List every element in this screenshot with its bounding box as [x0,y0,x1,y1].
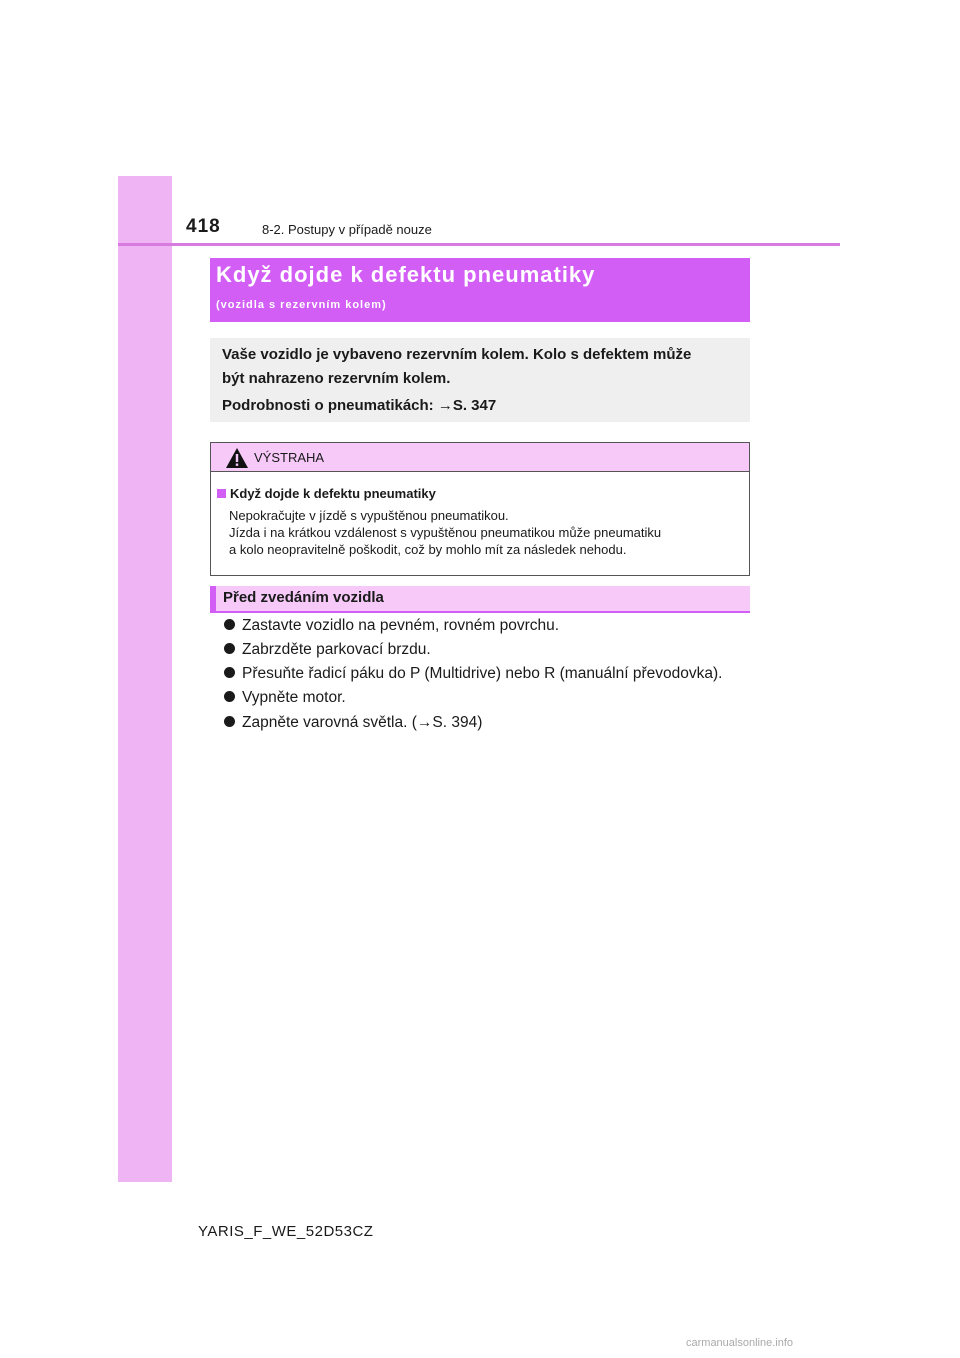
side-color-band [118,176,172,1182]
warning-header [211,443,749,472]
watermark[interactable]: carmanualsonline.info [686,1337,794,1349]
list-item: Zabrzděte parkovací brzdu. [224,641,431,663]
page-subtitle: (vozidla s rezervním kolem) [216,299,387,311]
header-divider [118,243,840,246]
warning-item-title: Když dojde k defektu pneumatiky [217,486,436,501]
page-title-box [210,258,750,322]
square-bullet-icon [217,489,226,498]
list-item: Zapněte varovná světla. (→S. 394) [224,714,482,736]
warning-text-line: a kolo neopravitelně poškodit, což by mohlo mít za následek nehodu. [229,542,627,557]
warning-triangle-icon [225,447,249,469]
list-item: Zastavte vozidlo na pevném, rovném povrchu. [224,617,559,639]
section-heading-text: Před zvedáním vozidla [223,589,384,606]
section-heading [210,586,750,613]
bullet-dot-icon [224,667,235,678]
page-title: Když dojde k defektu pneumatiky [216,262,596,287]
bullet-dot-icon [224,619,235,630]
section-label: 8-2. Postupy v případě nouze [262,222,432,237]
intro-box [210,338,750,422]
warning-title: VÝSTRAHA [254,450,325,465]
bullet-dot-icon [224,716,235,727]
list-item: Přesuňte řadicí páku do P (Multidrive) nebo R (manuální převodovka). [224,665,722,687]
bullet-dot-icon [224,643,235,654]
document-code: YARIS_F_WE_52D53CZ [198,1223,374,1240]
warning-text-line: Nepokračujte v jízdě s vypuštěnou pneumatikou. [229,508,509,523]
intro-line: Vaše vozidlo je vybaveno rezervním kolem. Kolo s defektem může [222,346,692,363]
intro-line: být nahrazeno rezervním kolem. [222,370,451,387]
bullet-dot-icon [224,691,235,702]
page-number: 418 [186,216,221,237]
warning-text-line: Jízda i na krátkou vzdálenost s vypuštěnou pneumatikou může pneumatiku [229,525,662,540]
section-heading-bar [210,586,216,613]
list-item: Vypněte motor. [224,689,346,711]
warning-box [210,442,750,576]
intro-reference[interactable]: Podrobnosti o pneumatikách: →S. 347 [222,397,497,414]
